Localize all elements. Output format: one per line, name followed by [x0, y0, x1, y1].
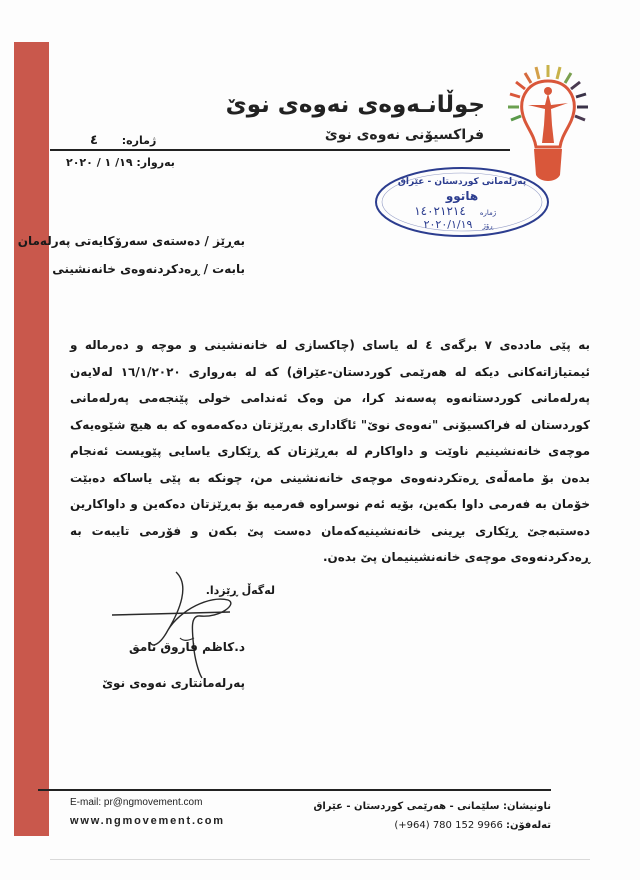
stamp-number-label: ژمارە — [479, 209, 497, 217]
stamp-number-value: ١٤٠٢١٢١٤ — [414, 204, 466, 218]
header-divider — [50, 149, 510, 151]
letter-body: بە پێی ماددەی ٧ برگەی ٤ لە یاسای (چاکسازی لە خانەنشینی و موچە و دەرمالە و ئیمتیازاتەکانی دیکە لە هەرێمی کوردستان-عێراق) کە لە بەرواری ١٦/١/٢٠٢٠ لەلایەن پەرلەمانی کوردستانەوە پەسەند کرا، من وەک ئەندامی خولی پێنجەمی پەرلەمانی کوردستان لە فراکسیۆنی "نەوەی نوێ" ئاگاداری بەڕێزتان دەکەمەوە کە بە هیچ شێوەیەک موچەی خانەنشینیم ناوێت و داواکارم لە بەڕێزتان کە ڕێکاری یاسایی پێویست ئەنجام بدەن بۆ مامەڵەی ڕەتکردنەوەی موچەی خانەنشینی من، چونکە بە پێی یاساکە دەبێت خۆمان بە فەرمی داوا بکەین، بۆیە ئەم نوسراوە فەرمیە بۆ بەڕێزتان دەکەین و داواکارین دەستبەجێ ڕێکاری بڕینی خانەنشینیەکەمان دەست پێ بکەن و فۆرمی تایبەت بە ڕەدکردنەوەی موچەی خانەنشینیمان پێ بدەن. — [70, 338, 591, 564]
letter-number — [90, 133, 156, 148]
stamp-center-text: هاتوو — [445, 189, 479, 203]
signer-name: د.کاظم فاروق نامق — [129, 640, 245, 654]
footer-divider — [38, 789, 551, 791]
page-edge — [50, 859, 590, 860]
closing-greeting: لەگەڵ ڕێزدا. — [205, 584, 275, 597]
date-value: ١٩/ ١ / ٢٠٢٠ — [66, 156, 133, 169]
date-label: بەروار: — [136, 156, 175, 169]
stamp-arc-text: پەرلەمانی کوردستان - عێراق — [397, 177, 527, 187]
signer-title: پەرلەمانتاری نەوەی نوێ — [102, 676, 245, 690]
footer-phone — [394, 820, 551, 831]
stamp-date-value: ٢٠٢٠/١/١٩ — [423, 218, 473, 231]
figure-icon — [528, 93, 568, 143]
phone-label: تەلەفۆن: — [506, 820, 551, 831]
letterhead-accent-bar — [14, 42, 49, 836]
phone-value: (+964) 780 152 9966 — [394, 820, 503, 831]
footer-website: www.ngmovement.com — [70, 815, 225, 827]
parliament-received-stamp — [370, 164, 550, 239]
signature — [110, 570, 240, 680]
number-label: ژمارە: — [121, 134, 157, 147]
number-value: ٤ — [90, 133, 98, 148]
footer-address: ناونیشان: سلێمانی - هەرێمی کوردستان - عێراق — [313, 801, 551, 812]
organization-name: جوڵانـەوەی نەوەی نوێ — [225, 92, 485, 118]
letter-date — [66, 156, 175, 169]
footer-email: E-mail: pr@ngmovement.com — [70, 797, 203, 808]
stamp-date-label: ڕۆژ — [482, 222, 494, 230]
addressee: بەڕێز / دەستەی سەرۆکایەتی پەرلەمان — [17, 234, 245, 248]
subject: بابەت / ڕەدکردنەوەی خانەنشینی — [52, 262, 245, 276]
faction-name: فراکسیۆنی نەوەی نوێ — [324, 127, 484, 143]
